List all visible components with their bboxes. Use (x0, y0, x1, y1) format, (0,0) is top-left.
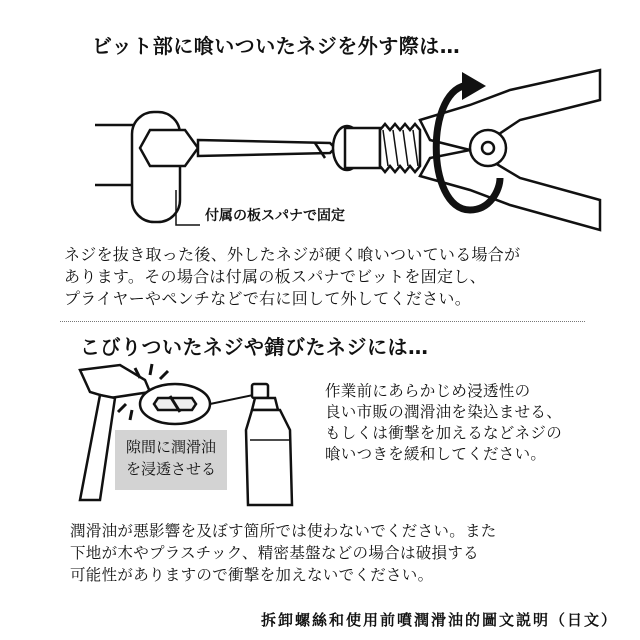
section1-paragraph (64, 244, 520, 310)
paragraph-line: 潤滑油が悪影響を及ぼす箇所では使わないでください。また (70, 522, 497, 540)
figure-label-wrench: 付属の板スパナで固定 (205, 208, 345, 224)
note-paragraph (70, 520, 497, 586)
callout-text (115, 436, 227, 480)
paragraph-line: もしくは衝撃を加えるなどネジの (325, 424, 563, 442)
section1-heading: ビット部に喰いついたネジを外す際は… (92, 34, 461, 58)
paragraph-line: 作業前にあらかじめ浸透性の (325, 382, 531, 400)
image-caption: 拆卸螺絲和使用前噴潤滑油的圖文説明（日文） (260, 611, 618, 629)
paragraph-line: プライヤーやペンチなどで右に回して外してください。 (64, 289, 472, 308)
stuck-screw-illustration (333, 124, 420, 172)
paragraph-line: 喰いつきを緩和してください。 (325, 445, 547, 463)
callout-line: を浸透させる (125, 460, 216, 478)
callout-line: 隙間に潤滑油 (125, 438, 216, 456)
paragraph-line: 下地が木やプラスチック、精密基盤などの場合は破損する (70, 544, 479, 562)
section2-heading: こびりついたネジや錆びたネジには… (80, 335, 429, 359)
paragraph-line: 可能性がありますので衝撃を加えないでください。 (70, 566, 434, 584)
paragraph-line: 良い市販の潤滑油を染込ませる、 (325, 403, 563, 421)
section2-paragraph (325, 381, 562, 465)
paragraph-line: あります。その場合は付属の板スパナでビットを固定し、 (64, 267, 486, 286)
paragraph-line: ネジを抜き取った後、外したネジが硬く喰いついている場合が (64, 245, 521, 264)
rusty-screw-illustration (140, 384, 210, 424)
section-divider (60, 321, 585, 322)
